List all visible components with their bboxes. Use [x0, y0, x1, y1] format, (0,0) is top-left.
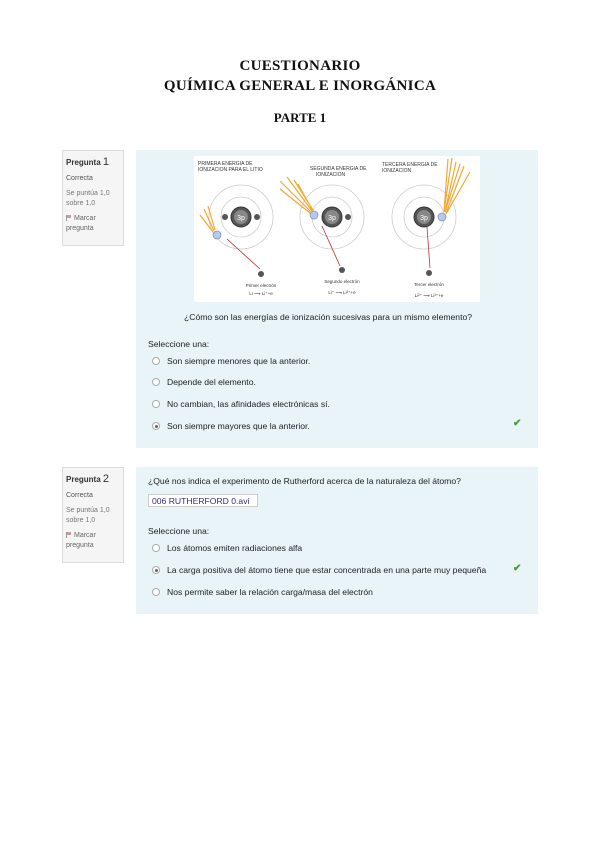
select-label: Seleccione una:: [148, 339, 210, 349]
answer-option-selected[interactable]: Son siempre mayores que la anterior.: [152, 421, 310, 431]
radio-button-checked[interactable]: [152, 566, 160, 574]
ionization-energy-figure: [194, 156, 480, 302]
document-title: CUESTIONARIO: [239, 58, 361, 74]
figure-panel3-title: TERCERA ENERGIA DE IONIZACION: [382, 162, 438, 174]
answer-option-selected[interactable]: La carga positiva del átomo tiene que estar concentrada en una parte muy pequeña: [152, 565, 486, 575]
figure-equation-2: Li⁺ ⟶ Li²⁺+e: [328, 290, 356, 295]
radio-button[interactable]: [152, 378, 160, 386]
radio-button[interactable]: [152, 400, 160, 408]
radio-button-checked[interactable]: [152, 422, 160, 430]
question-grade: Se puntúa 1,0 sobre 1,0: [66, 190, 110, 207]
nucleus-label-1: 3p: [237, 215, 245, 222]
question-text: ¿Cómo son las energías de ionización sucesivas para un mismo elemento?: [184, 312, 473, 322]
question-number: Pregunta 1: [66, 156, 110, 168]
flag-icon: [66, 532, 72, 538]
question-number: Pregunta 2: [66, 473, 110, 485]
figure-equation-1: Li ⟶ Li⁺+e: [249, 291, 273, 296]
question-2-info: [62, 467, 124, 563]
media-link[interactable]: 006 RUTHERFORD 0.avi: [148, 494, 258, 507]
figure-caption-3: Tercer electrón: [414, 282, 444, 287]
flag-question-button[interactable]: Marcar pregunta: [66, 532, 96, 549]
atom-panel-3: [392, 158, 470, 298]
figure-caption-2: Segundo electrón: [324, 279, 360, 284]
answer-option[interactable]: Depende del elemento.: [152, 377, 256, 387]
flag-question-button[interactable]: Marcar pregunta: [66, 215, 96, 232]
answer-option[interactable]: Los átomos emiten radiaciones alfa: [152, 543, 302, 553]
question-text: ¿Qué nos indica el experimento de Rutherford acerca de la naturaleza del átomo?: [148, 476, 461, 486]
radio-button[interactable]: [152, 357, 160, 365]
answer-option[interactable]: Son siempre menores que la anterior.: [152, 356, 310, 366]
flag-icon: [66, 215, 72, 221]
correct-check-icon: ✔: [513, 418, 522, 429]
answer-option[interactable]: No cambian, las afinidades electrónicas sí.: [152, 399, 330, 409]
question-1-content: [136, 150, 538, 448]
document-subtitle: QUÍMICA GENERAL E INORGÁNICA: [163, 78, 437, 94]
question-grade: Se puntúa 1,0 sobre 1,0: [66, 507, 110, 524]
question-status: Correcta: [66, 174, 93, 182]
figure-panel1-title: PRIMERA ENERGIA DE IONIZACION PARA EL LITIO: [198, 161, 263, 173]
question-status: Correcta: [66, 491, 93, 499]
question-2-content: [136, 467, 538, 614]
figure-equation-3: Li²⁺ ⟶ Li³⁺+e: [414, 293, 444, 298]
nucleus-label-2: 3p: [328, 215, 336, 222]
correct-check-icon: ✔: [513, 563, 522, 574]
select-label: Seleccione una:: [148, 526, 210, 536]
answer-option[interactable]: Nos permite saber la relación carga/masa del electrón: [152, 587, 373, 597]
nucleus-label-3: 3p: [420, 215, 428, 222]
figure-caption-1: Primer electrón: [245, 283, 277, 288]
document-part: PARTE 1: [273, 110, 327, 125]
question-1-info: [62, 150, 124, 246]
figure-panel2-title: SEGUNDA ENERGIA DE IONIZACION: [310, 166, 367, 178]
radio-button[interactable]: [152, 588, 160, 596]
radio-button[interactable]: [152, 544, 160, 552]
atom-panel-1: [200, 185, 277, 296]
atom-panel-2: [280, 177, 364, 295]
